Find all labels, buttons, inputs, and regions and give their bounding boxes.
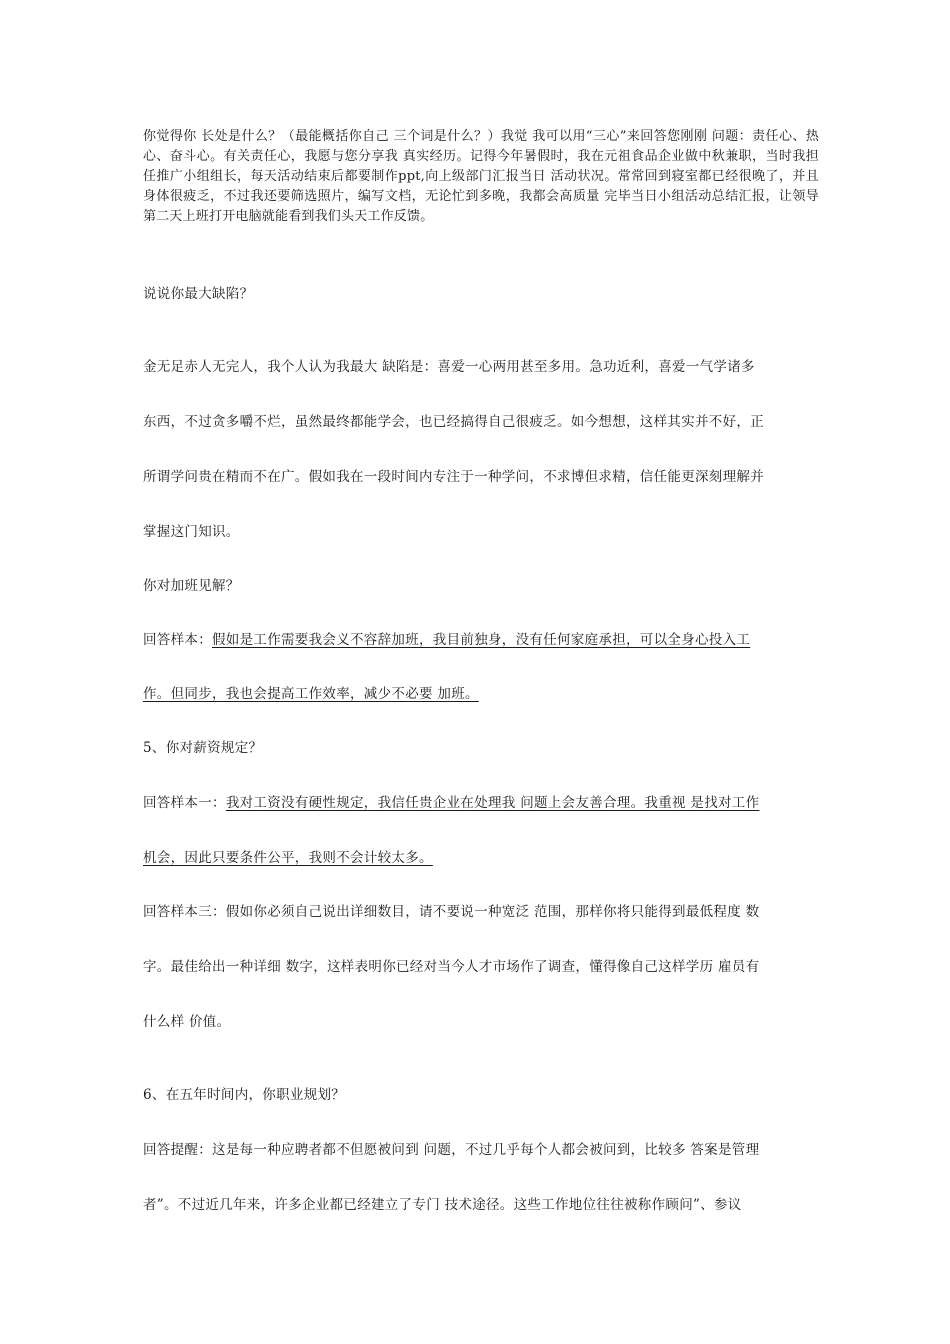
salary-answer-1-text: 我对工资没有硬性规定，我信任贵企业在处理我 问题上会友善合理。我重视 是找对工作 [225, 795, 760, 811]
salary-answer-1-line-2 [143, 848, 819, 868]
question-weakness: 说说你最大缺陷？ [143, 286, 254, 302]
salary-answer-1-prefix: 回答样本一： [143, 795, 226, 811]
overtime-answer-line-2 [143, 684, 819, 704]
salary-answer-1-line-1 [143, 793, 819, 813]
weakness-line-4: 掌握这门知识。 [143, 524, 240, 540]
overtime-answer-text: 假如是工作需要我会义不容辞加班，我目前独身，没有任何家庭承担，可以全身心投入工 [212, 632, 751, 648]
overtime-answer-line-1 [143, 630, 819, 650]
weakness-line-3: 所谓学问贵在精而不在广。假如我在一段时间内专注于一种学问，不求博但求精，信任能更深刻理解并 [143, 469, 764, 485]
question-overtime: 你对加班见解？ [143, 578, 240, 594]
question-salary: 5、你对薪资规定？ [143, 740, 263, 756]
intro-paragraph: 你觉得你 长处是什么？（最能概括你自己 三个词是什么？）我觉 我可以用“三心”来回答您刚刚 问题：责任心、热心、奋斗心。有关责任心，我愿与您分享我 真实经历。记得今年暑假时，我在元祖食品企业做中秋兼职，当时我担任推广小组组长，每天活动结束后都要制作ppt,向上级部门汇报当日 活动状况。常常回到寝室都已经很晚了，并且身体很疲乏，不过我还要筛选照片，编写文档，无论忙到多晚，我都会高质量 完毕当日小组活动总结汇报，让领导第二天上班打开电脑就能看到我们头天工作反馈。 [143, 129, 819, 224]
career-answer-line-2: 者”。不过近几年来，许多企业都已经建立了专门 技术途径。这些工作地位往往被称作顾问”、参议 [143, 1197, 742, 1213]
weakness-line-1: 金无足赤人无完人，我个人认为我最大 缺陷是：喜爱一心两用甚至多用。急功近利，喜爱一气学诸多 [143, 359, 755, 375]
salary-answer-1-text-2: 机会，因此只要条件公平，我则不会计较太多。 [143, 850, 433, 866]
career-answer-line-1: 回答提醒：这是每一种应聘者都不但愿被问到 问题，不过几乎每个人都会被问到，比较多 答案是管理 [143, 1142, 760, 1158]
salary-answer-3-line-2: 字。最佳给出一种详细 数字，这样表明你已经对当今人才市场作了调查，懂得像自己这样学历 雇员有 [143, 959, 760, 975]
salary-answer-3-line-3: 什么样 价值。 [143, 1014, 231, 1030]
overtime-answer-text-2: 作。但同步，我也会提高工作效率，减少不必要 加班。 [143, 686, 479, 702]
weakness-line-2: 东西，不过贪多嚼不烂，虽然最终都能学会，也已经搞得自己很疲乏。如今想想，这样其实并不好，正 [143, 414, 764, 430]
question-career: 6、在五年时间内，你职业规划？ [143, 1087, 346, 1103]
overtime-answer-prefix: 回答样本： [143, 632, 212, 648]
salary-answer-3-line-1: 回答样本三：假如你必须自己说出详细数目，请不要说一种宽泛 范围，那样你将只能得到最低程度 数 [143, 904, 760, 920]
